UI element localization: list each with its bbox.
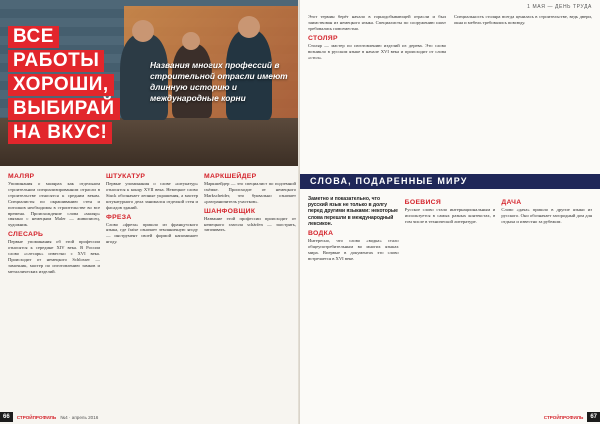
page-number: 67 bbox=[587, 412, 600, 422]
section-heading: ВОДКА bbox=[308, 230, 334, 238]
title-line: ВЫБИРАЙ bbox=[8, 98, 120, 120]
right-bottom-columns bbox=[308, 196, 592, 406]
section-text: Упоминания о малярах как отдельном строительном специализированном отрасли в строительстве относятся к средним векам. Специалисты по окрашиванию стен и потолков необходимы в строительстве во все времена. Происхождение слова «маляр» связано с немецким Maler — живописец, художник. bbox=[8, 181, 100, 228]
hero-illustration bbox=[0, 0, 300, 166]
section-heading: ШАНФОВЩИК bbox=[204, 207, 256, 215]
left-footer bbox=[0, 410, 300, 424]
worker-head bbox=[238, 16, 260, 38]
section-heading: МАЛЯР bbox=[8, 173, 35, 180]
section-text: Первые упоминания об этой профессии относятся к середине XIV века. В России слово «слесарь» известно с XVI века. Происходит от немецкого Schlosser — замочник, мастер по изготовлению замков и металлических изделий. bbox=[8, 239, 100, 274]
section-heading: ФРЕЗА bbox=[106, 213, 132, 221]
column bbox=[204, 170, 296, 406]
band-title: СЛОВА, ПОДАРЕННЫЕ МИРУ bbox=[310, 176, 468, 186]
section-heading: СЛЕСАРЬ bbox=[8, 231, 44, 239]
section-heading: СТОЛЯР bbox=[308, 34, 338, 42]
section-text: Интересно, что слово «водка» стало общеупотребительным во многих языках мира. Впервые в документах это слово встречается в XVI веке. bbox=[308, 238, 399, 261]
section-band bbox=[300, 174, 600, 189]
section-heading: БОЕВИСЯ bbox=[404, 199, 442, 206]
section-heading: ДАЧА bbox=[501, 199, 522, 206]
section-text: Этот термин берёт начало в горнодобывающей отрасли и был заимствован из немецкого языка. Специалисты по сооружению шахт требовались повсеместно. bbox=[308, 14, 446, 31]
column bbox=[405, 196, 496, 406]
section-text: Маркшейдер — это специалист по подземной съёмке. Происходит от немецкого Markscheider, что буквально означает «разграничитель участков». bbox=[204, 181, 296, 204]
section-text: Слово «дача» пришло в другие языки из русского. Оно обозначает загородный дом для отдыха и известно за рубежом. bbox=[501, 207, 593, 224]
subtitle: Названия многих профессий в строительной отрасли имеют длинную историю и международные корни bbox=[150, 60, 288, 103]
section-heading: ШТУКАТУР bbox=[106, 173, 146, 180]
column bbox=[8, 170, 100, 406]
left-columns bbox=[8, 170, 296, 406]
column bbox=[501, 196, 592, 406]
right-top-columns bbox=[308, 14, 592, 166]
running-header: 1 МАЯ — ДЕНЬ ТРУДА bbox=[527, 4, 592, 10]
magazine-name: СТРОЙПРОФИЛЬ bbox=[543, 414, 584, 420]
page-title bbox=[8, 26, 122, 146]
section-text: Столяр — мастер по изготовлению изделий из дерева. Это слово возникло в русском языке в начале XVI века и происходит от слова «стол». bbox=[308, 42, 446, 60]
page-number: 66 bbox=[0, 412, 13, 422]
section-text: Специальность столяра всегда ценилась в строительстве, ведь двери, окна и мебель требовались повсюду. bbox=[454, 14, 592, 25]
right-page bbox=[300, 0, 600, 424]
title-line: НА ВКУС! bbox=[8, 122, 112, 144]
section-text: Первые упоминания о слове «штукатур» относятся к концу XVII века. Немецкое слово Stuck обозначает лепные украшения, а мастер штукатурного дела занимался отделкой стен и фасадов зданий. bbox=[106, 181, 198, 210]
section-heading: МАРКШЕЙДЕР bbox=[204, 173, 257, 180]
lead-paragraph: Заметно и показательно, что русский язык не только в долгу перед другими языками: некоторые слова перешли в международный лексикон. bbox=[308, 196, 398, 227]
column bbox=[308, 196, 399, 406]
title-line: ХОРОШИ, bbox=[8, 74, 114, 96]
title-line: ВСЕ bbox=[8, 26, 59, 48]
column bbox=[106, 170, 198, 406]
worker-head bbox=[132, 20, 154, 42]
magazine-name: СТРОЙПРОФИЛЬ bbox=[16, 414, 57, 420]
right-footer bbox=[300, 410, 600, 424]
section-text: Русское слово стало интернациональным и используется в самых разных контекстах, в том числе в технической литературе. bbox=[404, 207, 496, 224]
title-line: РАБОТЫ bbox=[8, 50, 104, 72]
column bbox=[454, 14, 592, 166]
section-text: Название этой профессии происходит от немецкого глагола schärfen — заострять, затачивать. bbox=[204, 215, 296, 233]
issue-info: №4 · апрель 2016 bbox=[60, 414, 99, 420]
section-text: Слово «фреза» пришло из французского языка, где fraise означает земляничную ягоду — инструмент своей формой напоминает ягоду. bbox=[106, 221, 198, 245]
column bbox=[308, 14, 446, 166]
worker-head bbox=[182, 32, 200, 50]
